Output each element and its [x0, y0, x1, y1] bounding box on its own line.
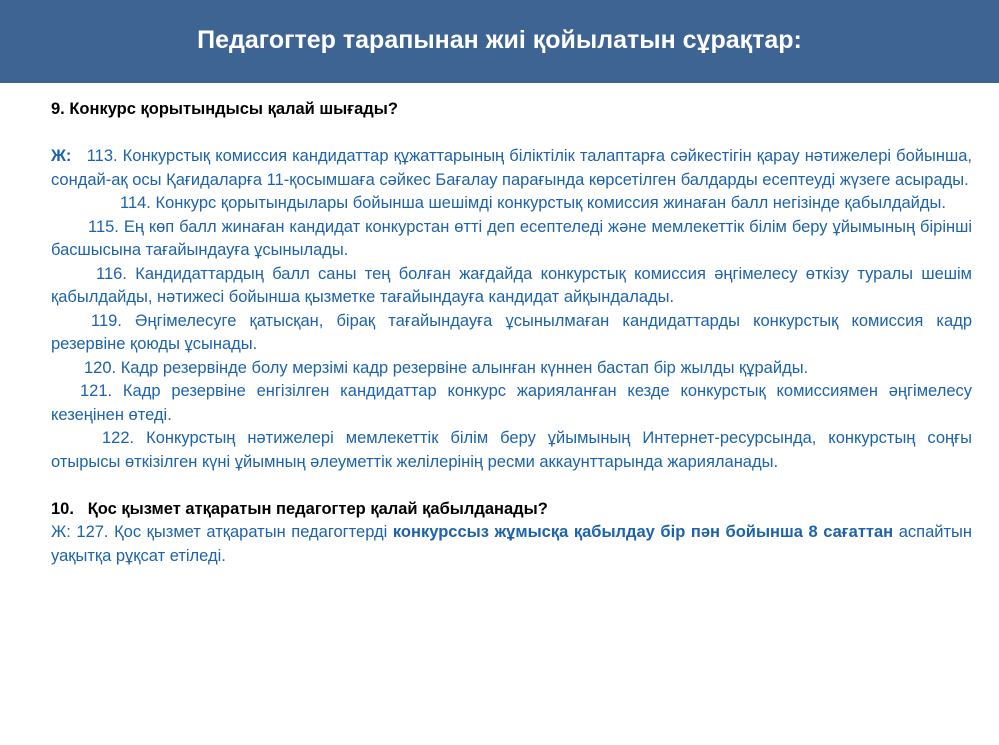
spacer: [51, 474, 972, 498]
question-9: 9. Конкурс қорытындысы қалай шығады?: [51, 100, 398, 118]
answer-120: 120. Кадр резервінде болу мерзімі кадр резервіне алынған күннен бастап бір жылды құрайды.: [84, 358, 809, 377]
answer-127: [51, 521, 977, 568]
answer-127-emphasis: конкурссыз жұмысқа қабылдау бір пән бойынша 8 сағаттан: [392, 523, 894, 541]
answer-127-prefix: Ж: 127. Қос қызмет атқаратын педагогтерді: [51, 523, 393, 541]
answer-122: 122. Конкурстың нәтижелері мемлекеттік білім беру ұйымының Интернет-ресурсында, конкурстың соңғы отырысы өткізілген күні ұйымның әлеуметтік желілерінің ресми аккаунттарында жарияланады.: [51, 429, 972, 471]
answer-115: 115. Ең көп балл жинаған кандидат конкурстан өтті деп есептеледі және мемлекеттік білім беру ұйымының бірінші басшысына тағайындауға ұсынылады.: [51, 217, 972, 259]
answer-label: Ж:: [51, 147, 72, 165]
faq-content: [51, 98, 977, 568]
spacer: [51, 122, 972, 146]
question-10: 10. Қос қызмет атқаратын педагогтер қалай қабылданады?: [51, 499, 548, 518]
answer-116: 116. Кандидаттардың балл саны тең болған жағдайда конкурстық комиссия әңгімелесу өткізу туралы шешім қабылдайды, нәтижесі бойынша қызметке тағайындауға кандидат айқындалады.: [51, 264, 972, 306]
answer-121: 121. Кадр резервіне енгізілген кандидаттар конкурс жарияланған кезде конкурстық комиссиямен әңгімелесу кезеңінен өтеді.: [51, 382, 972, 424]
answer-119: 119. Әңгімелесуге қатысқан, бірақ тағайындауға ұсынылмаған кандидаттарды конкурстық комиссия кадр резервіне қоюды ұсынады.: [51, 311, 972, 353]
page-title: Педагогтер тарапынан жиі қойылатын сұрақтар:: [197, 26, 802, 54]
header-banner: [0, 0, 999, 83]
answer-127-suffix: аспайтын уақытқа рұқсат етіледі.: [51, 523, 977, 565]
answer-114: 114. Конкурс қорытындылары бойынша шешімді конкурстық комиссия жинаған балл негізінде қабылдайды.: [120, 194, 946, 212]
answer-113-text: 113. Конкурстық комиссия кандидаттар құжаттарының біліктілік талаптарға сәйкестігін қарау нәтижелері бойынша, сондай-ақ осы Қағидаларға 11-қосымшаға сәйкес Бағалау парағында көрсетілген балдарды есептеуді жүзеге асырады.: [51, 147, 972, 189]
answer-113: [51, 145, 972, 192]
